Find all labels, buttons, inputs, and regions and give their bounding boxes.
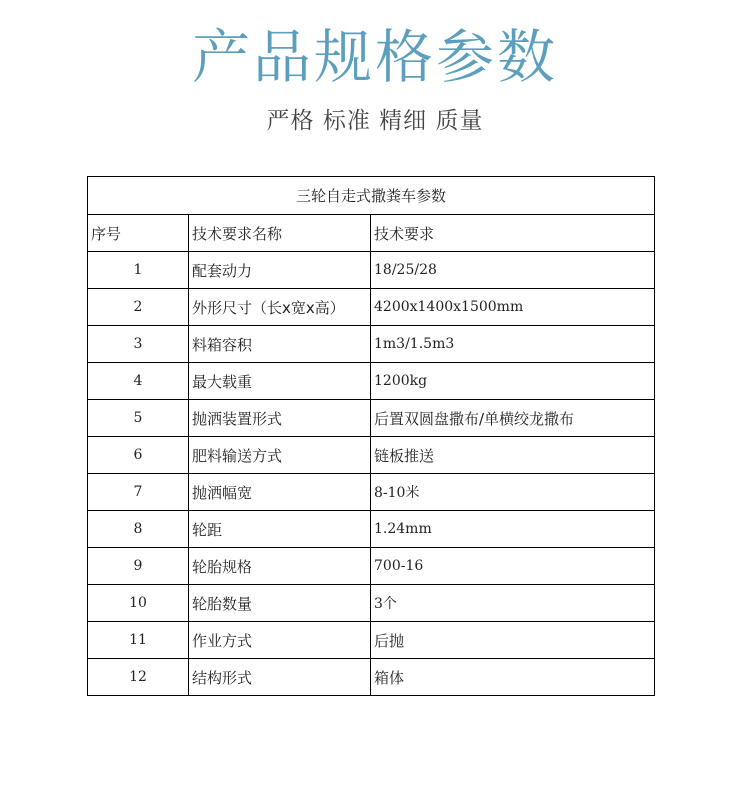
row-number: 11 <box>88 622 189 659</box>
table-row <box>88 585 655 622</box>
row-value: 1200kg <box>371 363 655 400</box>
table-row <box>88 622 655 659</box>
row-value: 3个 <box>371 585 655 622</box>
row-number: 4 <box>88 363 189 400</box>
row-number: 3 <box>88 326 189 363</box>
row-value: 后抛 <box>371 622 655 659</box>
row-number: 7 <box>88 474 189 511</box>
row-value: 700-16 <box>371 548 655 585</box>
table-row <box>88 252 655 289</box>
table-row <box>88 326 655 363</box>
row-name: 结构形式 <box>189 659 371 696</box>
row-name: 最大载重 <box>189 363 371 400</box>
row-number: 9 <box>88 548 189 585</box>
row-number: 10 <box>88 585 189 622</box>
row-number: 5 <box>88 400 189 437</box>
table-row <box>88 511 655 548</box>
table-header-row <box>88 215 655 252</box>
row-value: 4200x1400x1500mm <box>371 289 655 326</box>
column-header-value: 技术要求 <box>371 215 655 252</box>
row-value: 8-10米 <box>371 474 655 511</box>
table-row <box>88 659 655 696</box>
row-name: 抛洒幅宽 <box>189 474 371 511</box>
column-header-name: 技术要求名称 <box>189 215 371 252</box>
table-row <box>88 474 655 511</box>
row-value: 1m3/1.5m3 <box>371 326 655 363</box>
row-name: 轮胎规格 <box>189 548 371 585</box>
row-name: 肥料输送方式 <box>189 437 371 474</box>
row-name: 作业方式 <box>189 622 371 659</box>
row-value: 后置双圆盘撒布/单横绞龙撒布 <box>371 400 655 437</box>
row-number: 12 <box>88 659 189 696</box>
table-row <box>88 289 655 326</box>
row-number: 6 <box>88 437 189 474</box>
row-name: 轮距 <box>189 511 371 548</box>
row-value: 1.24mm <box>371 511 655 548</box>
table-caption-row <box>88 177 655 215</box>
row-name: 配套动力 <box>189 252 371 289</box>
row-name: 抛洒装置形式 <box>189 400 371 437</box>
table-row <box>88 437 655 474</box>
row-number: 2 <box>88 289 189 326</box>
page-title: 产品规格参数 <box>191 23 558 91</box>
table-row <box>88 400 655 437</box>
row-value: 箱体 <box>371 659 655 696</box>
table-caption: 三轮自走式撒粪车参数 <box>88 177 655 215</box>
row-number: 8 <box>88 511 189 548</box>
page-subtitle: 严格 标准 精细 质量 <box>266 108 484 134</box>
row-number: 1 <box>88 252 189 289</box>
row-name: 轮胎数量 <box>189 585 371 622</box>
table-row <box>88 363 655 400</box>
row-name: 料箱容积 <box>189 326 371 363</box>
row-value: 链板推送 <box>371 437 655 474</box>
column-header-no: 序号 <box>88 215 189 252</box>
row-value: 18/25/28 <box>371 252 655 289</box>
row-name: 外形尺寸（长x宽x高） <box>189 289 371 326</box>
table-row <box>88 548 655 585</box>
spec-table <box>87 176 655 696</box>
